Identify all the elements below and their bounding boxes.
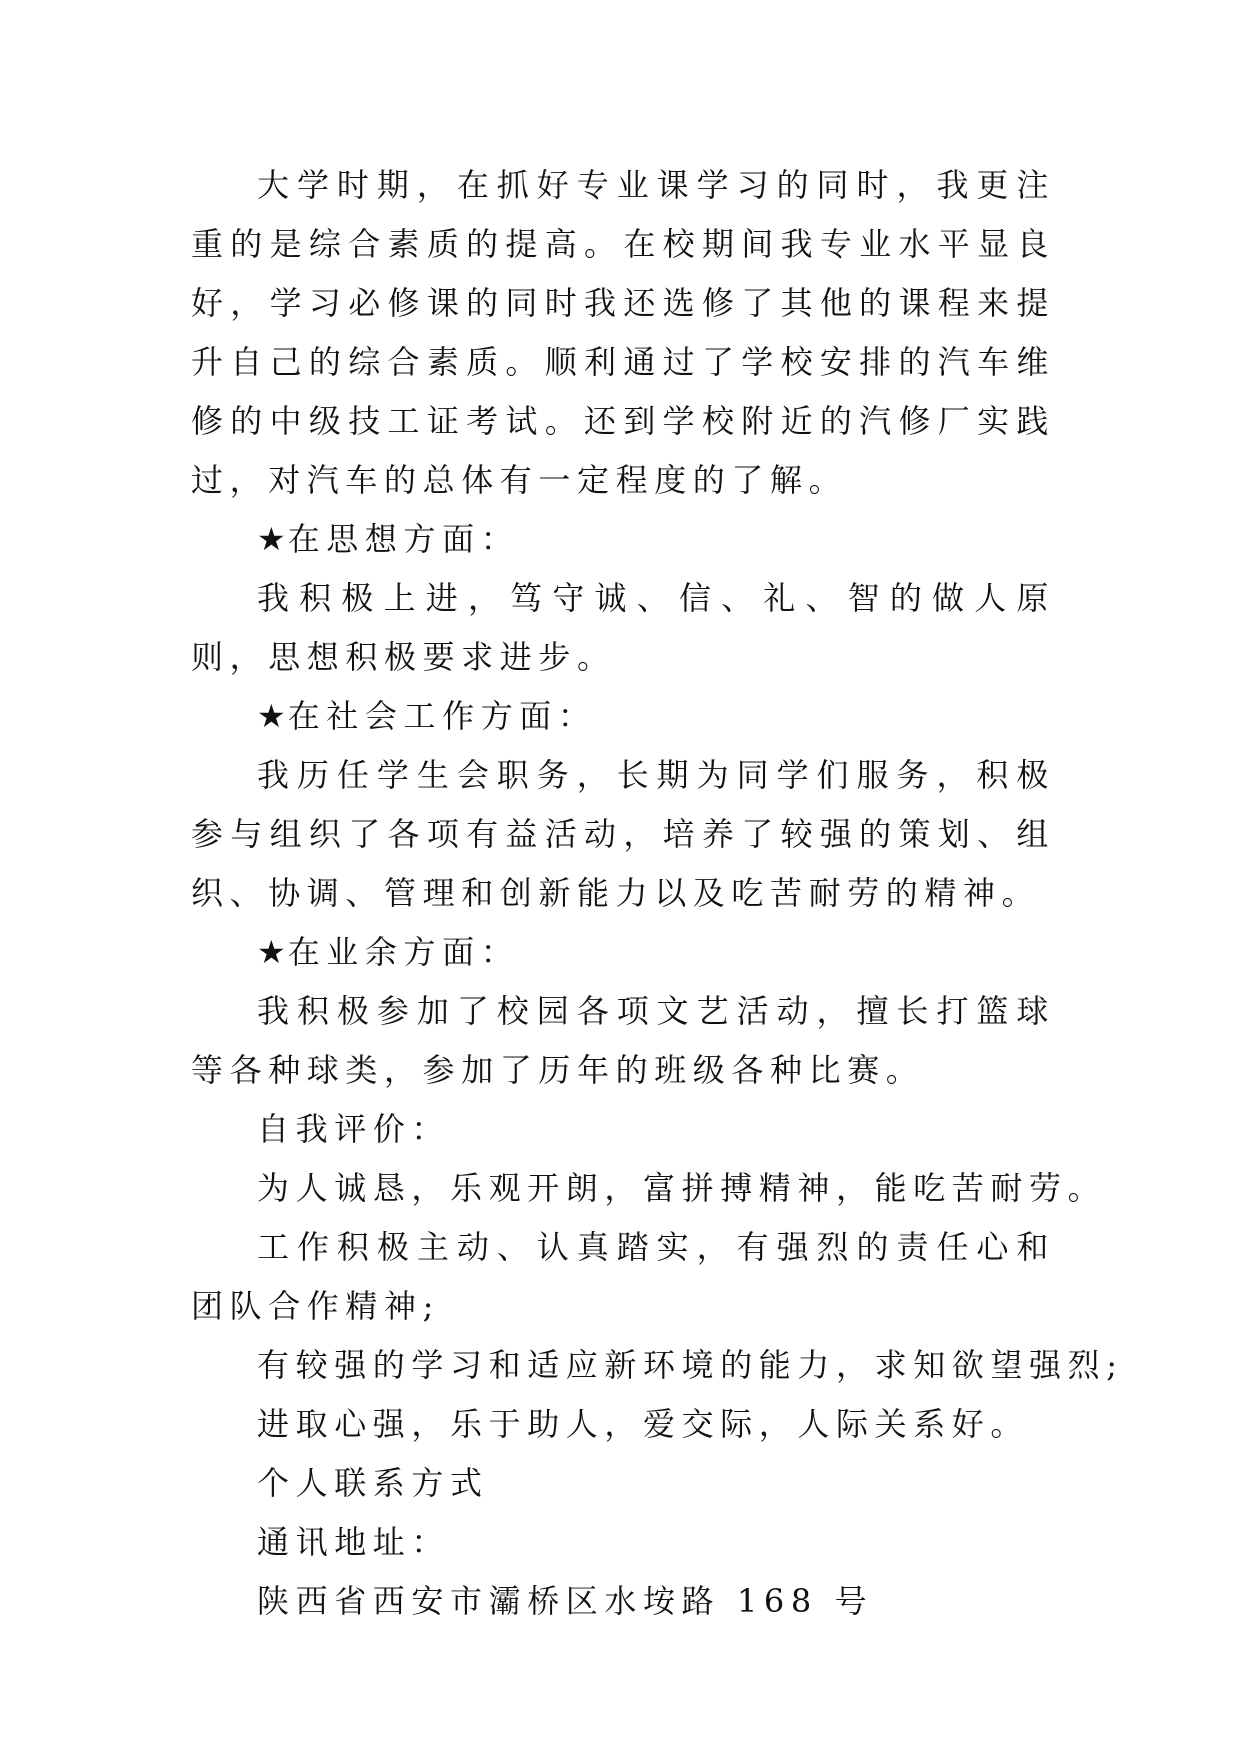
star-icon: ★ — [257, 520, 286, 558]
self-eval-item: 为人诚恳，乐观开朗，富拼搏精神，能吃苦耐劳。 — [257, 1169, 1107, 1207]
address-value: 陕西省西安市灞桥区水垵路 168 号 — [257, 1582, 874, 1620]
section-heading-text: 在业余方面： — [287, 933, 520, 971]
section-heading-thought — [191, 510, 1055, 569]
contact-heading: 个人联系方式 — [257, 1464, 489, 1502]
section-body-social-work: 我历任学生会职务，长期为同学们服务，积极参与组织了各项有益活动，培养了较强的策划、组织、协调、管理和创新能力以及吃苦耐劳的精神。 — [191, 756, 1055, 912]
address-label: 通讯地址： — [257, 1523, 451, 1561]
star-icon: ★ — [257, 697, 286, 735]
self-eval-heading: 自我评价： — [257, 1110, 451, 1148]
section-body-leisure: 我积极参加了校园各项文艺活动，擅长打篮球等各种球类，参加了历年的班级各种比赛。 — [191, 992, 1055, 1089]
document-page — [191, 156, 1124, 1631]
self-eval-item: 工作积极主动、认真踏实，有强烈的责任心和团队合作精神; — [191, 1228, 1055, 1325]
self-eval-item: 有较强的学习和适应新环境的能力，求知欲望强烈; — [257, 1346, 1124, 1384]
star-icon: ★ — [257, 933, 286, 971]
section-heading-text: 在思想方面： — [287, 520, 520, 558]
section-heading-social-work — [191, 687, 1055, 746]
self-eval-item: 进取心强，乐于助人，爱交际，人际关系好。 — [257, 1405, 1030, 1443]
section-heading-leisure — [191, 923, 1055, 982]
intro-paragraph: 大学时期，在抓好专业课学习的同时，我更注重的是综合素质的提高。在校期间我专业水平显良好，学习必修课的同时我还选修了其他的课程来提升自己的综合素质。顺利通过了学校安排的汽车维修的中级技工证考试。还到学校附近的汽修厂实践过，对汽车的总体有一定程度的了解。 — [191, 166, 1055, 499]
section-body-thought: 我积极上进，笃守诚、信、礼、智的做人原则，思想积极要求进步。 — [191, 579, 1055, 676]
section-heading-text: 在社会工作方面： — [287, 697, 597, 735]
